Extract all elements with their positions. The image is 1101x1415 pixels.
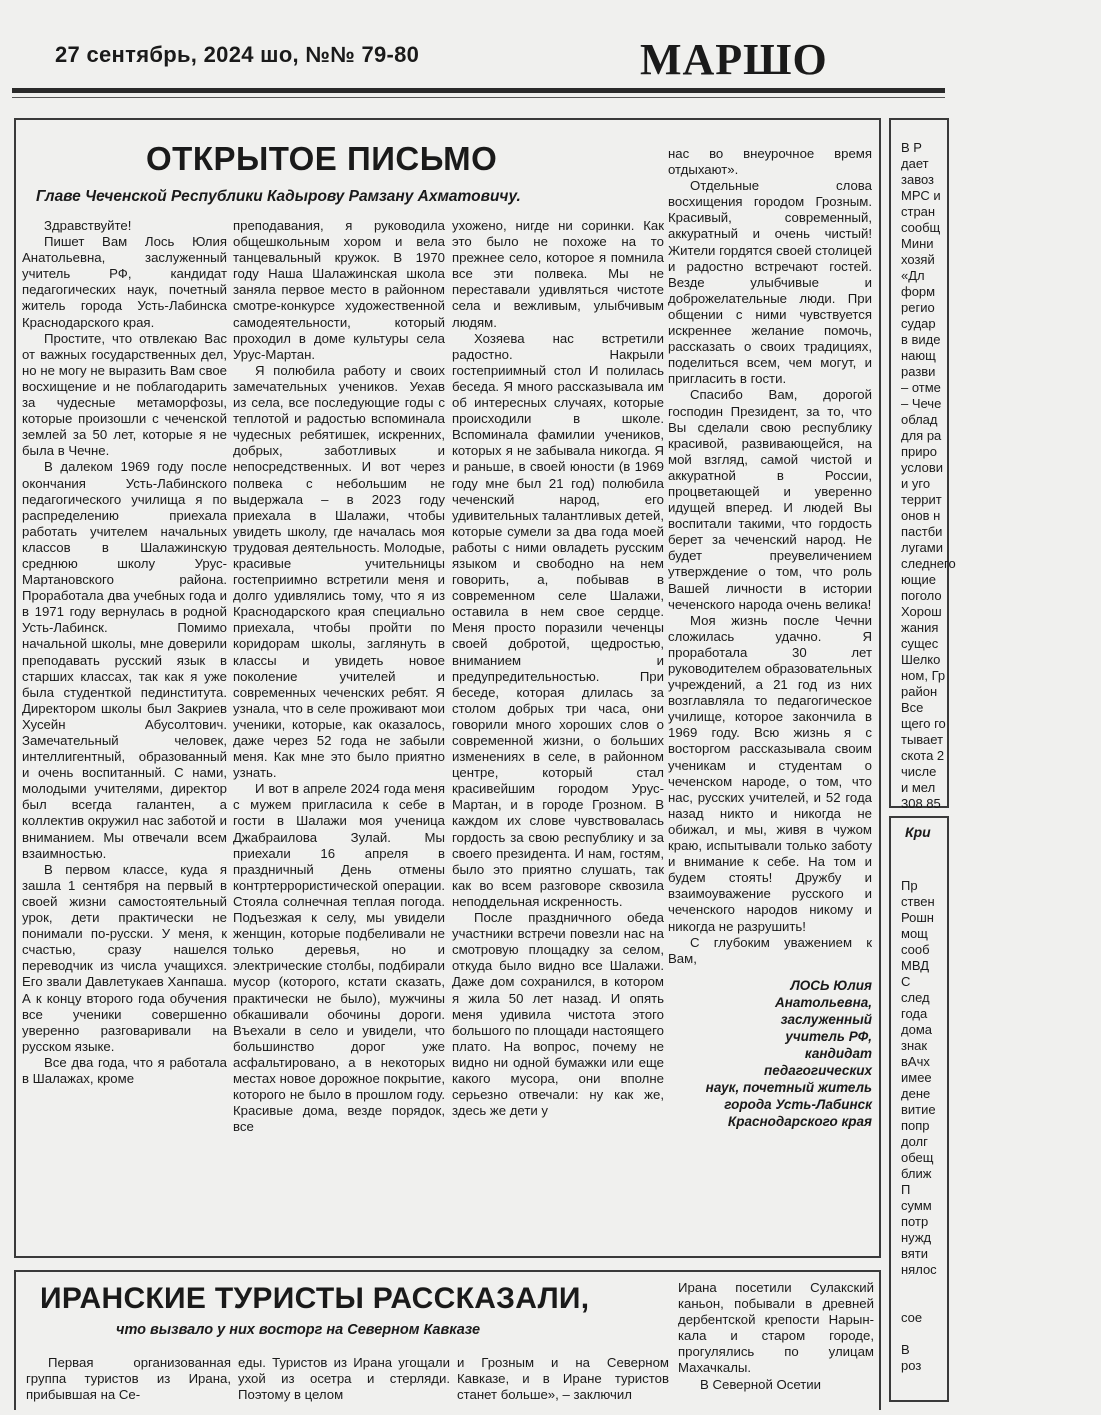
signature-line: учитель РФ, — [785, 1028, 872, 1044]
article-title: ИРАНСКИЕ ТУРИСТЫ РАССКАЗАЛИ, — [40, 1282, 590, 1315]
text-line: сое — [901, 1310, 923, 1325]
paragraph: Пишет Вам Лось Юлия Анатольевна, заслуженный учитель РФ, кандидат педагогических наук, почетный житель города Усть-Лабинска Краснодарского края. — [22, 234, 227, 330]
article-subtitle: Главе Чеченской Республики Кадырову Рамзану Ахматовичу. — [36, 188, 521, 205]
text-line: судар — [901, 316, 936, 331]
paragraph: В далеком 1969 году после окончания Усть-Лабинского педагогического училища я по распределению приехала работать учителем начальных классов в Шалажинскую среднюю школу Урус-Мартановского района. Проработала два учебных года и в 1971 году вернулась в родной Усть-Лабинск. Помимо начальной школы, мне доверили преподавать русский язык в старших классах, так как я уже была студенткой пединститута. Директором школы был Закриев Хусейн Абусолтович. Замечательный человек, интеллигентный, образованный и очень воспитанный. С нами, молодыми учителями, директор был всегда галантен, а коллектив окружил нас заботой и вниманием. Мы отвечали всем взаимностью. — [22, 459, 227, 861]
adjacent-article-heading: Кри — [905, 824, 931, 840]
text-line: знак — [901, 1038, 928, 1053]
text-line: в виде — [901, 332, 941, 347]
text-line: онов н — [901, 508, 941, 523]
text-line: дене — [901, 1086, 931, 1101]
text-line: облад — [901, 412, 938, 427]
text-line: пастби — [901, 524, 943, 539]
text-line: следнего — [901, 556, 956, 571]
paragraph: ухожено, нигде ни соринки. Как это было не похоже на то прежнее село, которое я помнила все эти полвека. Мы не переставали удивляться чистоте села и вежливым, улыбчивым людям. — [452, 218, 664, 330]
text-line — [901, 1326, 1101, 1342]
signature-line: наук, почетный житель — [705, 1079, 872, 1095]
text-line: Мини — [901, 236, 934, 251]
text-line: приро — [901, 444, 937, 459]
text-line: дает — [901, 156, 929, 171]
text-line: года — [901, 1006, 928, 1021]
text-line: мощ — [901, 926, 928, 941]
text-line: Все — [901, 700, 924, 715]
text-line: хозяй — [901, 252, 935, 267]
article-column-3 — [452, 218, 664, 1258]
paragraph: И вот в апреле 2024 года меня с мужем пригласила к себе в гости в Шалажи моя ученица Джабраилова Зулай. Мы приехали 16 апреля в праздничный День отмены контртеррористической операции. Стояла солнечная теплая погода. Подъезжая к селу, мы увидели женщин, которые подбеливали не только деревья, но и электрические столбы, подбирали мусор (которого, кстати сказать, практически не было), мужчины обкашивали обочины дороги. Въехали в село и увидели, что большинство дорог уже асфальтировано, а в некоторых местах новое дорожное покрытие, которого не было в прошлом году. Красивые дома, везде порядок, все — [233, 781, 445, 1135]
text-line: скота 2 — [901, 748, 945, 763]
paragraph: Отдельные слова восхищения городом Грозным. Красивый, современный, аккуратный и очень чистый! Жители гордятся своей столицей и радостно встречают гостей. Везде улыбчивые и доброжелательные люди. При общении с ними чувствуется искреннее желание помочь, рассказать о своих традициях, поделиться всем, чем могут, и пригласить в гости. — [668, 178, 872, 387]
text-line: террит — [901, 492, 942, 507]
text-line: ближ — [901, 1166, 932, 1181]
newspaper-name: МАРШО — [640, 35, 828, 84]
open-letter-article — [14, 118, 881, 1258]
text-line: дома — [901, 1022, 932, 1037]
text-line: нающ — [901, 348, 936, 363]
paragraph: Я полюбила работу и своих замечательных учеников. Уехав из села, все последующие годы с теплотой и радостью вспоминала чудесных ребятишек, искренних, добрых, заботливых и непосредственных. И вот через полвека с небольшим не выдержала – в 2023 году приехала в Шалажи, чтобы увидеть школу, где началась моя трудовая деятельность. Молодые, красивые учительницы гостеприимно встретили меня и долго удивлялись тому, что я из Краснодарского края специально приехала, чтобы пройти по коридорам школы, заглянуть в классы и увидеть новое поколение учителей и современных чеченских ребят. Я узнала, что в селе проживают мои ученики, которые, как оказалось, даже через 52 года не забыли меня. Как мне это было приятно узнать. — [233, 362, 445, 781]
paragraph: Все два года, что я работала в Шалажах, кроме — [22, 1054, 227, 1086]
text-line: ном, Гр — [901, 668, 946, 683]
text-line: – отме — [901, 380, 941, 395]
paragraph: Здравствуйте! — [44, 218, 132, 233]
text-line: нужд — [901, 1230, 932, 1245]
text-line: регио — [901, 300, 935, 315]
article-subtitle: что вызвало у них восторг на Северном Кавказе — [116, 1322, 481, 1338]
text-line: потр — [901, 1214, 929, 1229]
paragraph: Хозяева нас встретили радостно. Накрыли гостеприимный стол И полилась беседа. Я много рассказывала им об интересных случаях, которые происходили в школе. Вспоминала фамилии учеников, которых я не забывала никогда. Я и раньше, в своей юности (в 1969 году мне был 21 год) полюбила чеченский народ, его удивительных талантливых детей, которые сумели за два года моей работы с ними овладеть русским языком и свободно на нем говорить, а, побывав в современном селе Шалажи, оставила в нем свое сердце. Меня просто поразили чеченцы своей добротой, щедростью, вниманием и предупредительностью. При беседе, которая длилась за столом добрых три часа, они говорили много хороших слов о современной жизни, о больших изменениях в селе, в районном центре, который стал красивейшим городом Урус-Мартан, и в городе Грозном. В каждом их слове чувствовалась гордость за свою республику и за своего президента. И нам, гостям, было это приятно слушать, так как во всем разговоре сквозила неподдельная искренность. — [452, 330, 664, 909]
text-line: район — [901, 684, 938, 699]
text-line: попр — [901, 1118, 930, 1133]
paragraph: Моя жизнь после Чечни сложилась удачно. Я проработала 30 лет руководителем образовательных учреждений, а 21 год из них возглавляла то педагогическое училище, которое закончила в 1969 году. Всю жизнь я с восторгом рассказывала своим ученикам и студентам о чеченском народе, о том, что нас, русских учителей, и 52 года назад никто и никогда не обижал, и мы, живя в чужом краю, испытывали только заботу и внимание к себе. На том и будем стоять! Дружбу и взаимоуважение русского и чеченского народов никому и никогда не разрушить! — [668, 612, 872, 934]
text-line: и уго — [901, 476, 931, 491]
text-line: 308 85 — [901, 796, 941, 811]
adjacent-article-bottom — [889, 816, 949, 1402]
text-line: след — [901, 990, 930, 1005]
text-line: стран — [901, 204, 936, 219]
masthead-rule — [12, 88, 945, 93]
text-line: поголо — [901, 588, 942, 603]
adjacent-article-top — [889, 118, 956, 811]
text-line: щего го — [901, 716, 946, 731]
text-line: числе — [901, 764, 937, 779]
text-line: нялос — [901, 1262, 937, 1277]
adjacent-article-text — [901, 140, 1101, 812]
text-line: форм — [901, 284, 936, 299]
text-line: Пр — [901, 878, 918, 893]
text-line: С — [901, 974, 911, 989]
text-line: «Дл — [901, 268, 925, 283]
signature-line: Краснодарского края — [727, 1113, 872, 1129]
text-line — [901, 1294, 1101, 1310]
issue-date-line: 27 сентябрь, 2024 шо, №№ 79-80 — [55, 42, 420, 67]
paragraph: Первая организованная группа туристов из Ирана, прибывшая на Се- — [26, 1355, 231, 1403]
paragraph: Ирана посетили Сулакский каньон, побывали в древней дербентской крепости Нарын-кала и старом городе, прогулялись по улицам Махачкалы. — [678, 1280, 874, 1376]
article-column-4 — [668, 146, 872, 1258]
adjacent-article-text — [901, 878, 1101, 1374]
masthead — [0, 0, 945, 108]
signature-line: заслуженный — [780, 1011, 872, 1027]
signature-line: кандидат — [804, 1045, 872, 1061]
paragraph: нас во внеурочное время отдыхают». — [668, 146, 872, 178]
article-column-2 — [238, 1355, 450, 1415]
text-line: МРС и — [901, 188, 941, 203]
paragraph: В Северной Осетии — [700, 1376, 822, 1392]
text-line — [901, 1278, 1101, 1294]
article-title: ОТКРЫТОЕ ПИСЬМО — [146, 140, 498, 177]
paragraph: С глубоким уважением к Вам, — [668, 934, 872, 966]
text-line: Хорош — [901, 604, 942, 619]
article-column-3 — [457, 1355, 669, 1415]
signature-line: Анатольевна, — [775, 994, 872, 1010]
text-line: вАчх — [901, 1054, 930, 1069]
iranian-tourists-article — [14, 1270, 881, 1410]
article-column-4 — [678, 1280, 874, 1410]
signature-line: педагогических — [764, 1062, 872, 1078]
signature-line: города Усть-Лабинск — [724, 1096, 872, 1112]
paragraph: преподавания, я руководила общешкольным хором и вела танцевальный кружок. В 1970 году Наша Шалажинская школа заняла первое место в районном смотре-конкурсе художественной самодеятельности, который проходил в доме культуры села Урус-Мартан. — [233, 218, 445, 362]
paragraph: После праздничного обеда участники встречи повезли нас на смотровую площадку за селом, откуда было видно все Шалажи. Даже дом сохранился, в котором я жила 50 лет назад. И опять меня удивила чистота этого большого по площади настоящего плато. На вопрос, почему не видно ни одной бумажки или еще какого мусора, они вполне серьезно отвечали: ну как же, здесь же дети у — [452, 910, 664, 1119]
text-line: сумм — [901, 1198, 932, 1213]
text-line: В Р — [901, 140, 922, 155]
author-signature — [668, 977, 872, 1130]
text-line: сущес — [901, 636, 939, 651]
text-line: роз — [901, 1358, 922, 1373]
text-line: имее — [901, 1070, 932, 1085]
text-line: завоз — [901, 172, 934, 187]
text-line: тывает — [901, 732, 944, 747]
text-line: и мел — [901, 780, 936, 795]
text-line: ствен — [901, 894, 935, 909]
text-line: сооб — [901, 942, 930, 957]
paragraph: и Грозным и на Северном Кавказе, и в Иране туристов станет больше», – заключил — [457, 1355, 669, 1403]
article-column-1 — [22, 218, 227, 1258]
text-line: П — [901, 1182, 911, 1197]
text-line: Рошн — [901, 910, 934, 925]
text-line: обещ — [901, 1150, 934, 1165]
text-line: вяти — [901, 1246, 929, 1261]
text-line: Шелко — [901, 652, 941, 667]
paragraph: еды. Туристов из Ирана угощали ухой из осетра и стерляди. Поэтому в целом — [238, 1355, 450, 1403]
text-line: МВД — [901, 958, 930, 973]
article-column-1 — [26, 1355, 231, 1415]
paragraph: Простите, что отвлекаю Вас от важных государственных дел, но не могу не выразить Вам свое восхищение и не поблагодарить за чудесные метаморфозы, которые произошли с чеченской землей за 50 лет, которые я не была в Чечне. — [22, 330, 227, 459]
text-line: услови — [901, 460, 943, 475]
text-line: ющие — [901, 572, 936, 587]
text-line: для ра — [901, 428, 942, 443]
article-column-2 — [233, 218, 445, 1258]
text-line: жания — [901, 620, 939, 635]
masthead-rule-thin — [12, 97, 945, 98]
text-line: – Чече — [901, 396, 942, 411]
text-line: долг — [901, 1134, 928, 1149]
signature-line: ЛОСЬ Юлия — [790, 977, 872, 993]
paragraph: Спасибо Вам, дорогой господин Президент, за то, что Вы сделали свою республику красивой, развивающейся, на мой взгляд, самой чистой и аккуратной в России, процветающей и уверенно идущей вперед. И людей Вы воспитали такими, что гордость берет за чеченский народ. Не будет преувеличением утверждение о том, что роль Вашей личности в истории чеченского народа очень велика! — [668, 387, 872, 612]
text-line: витие — [901, 1102, 936, 1117]
text-line: В — [901, 1342, 910, 1357]
text-line: сообщ — [901, 220, 941, 235]
text-line: разви — [901, 364, 936, 379]
paragraph: В первом классе, куда я зашла 1 сентября на первый в своей жизни самостоятельный урок, дети практически не понимали по-русски. У меня, к счастью, сразу нашелся переводчик из числа учащихся. Его звали Давлетукаев Ханпаша. А к концу второго года обучения все ученики совершенно уверенно разговаривали на русском языке. — [22, 861, 227, 1054]
text-line: лугами — [901, 540, 943, 555]
